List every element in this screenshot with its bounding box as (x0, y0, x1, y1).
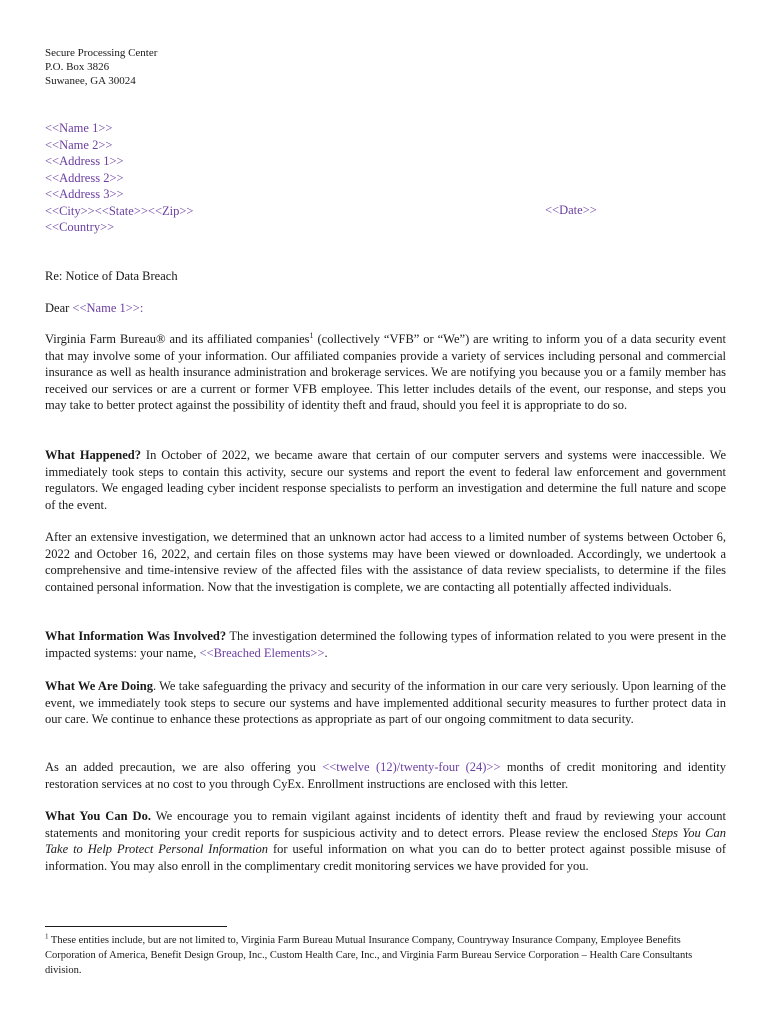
breached-elements-placeholder: <<Breached Elements>> (199, 645, 325, 660)
salutation-name: <<Name 1>>: (72, 301, 144, 315)
what-info-text: The investigation determined the following types of information related to you were present in the impacted systems: your name, (45, 629, 726, 660)
intro-text-2: (collectively “VFB” or “We”) are writing to inform you of a data security event that may involve some of your information. Our affiliated companies provide a variety of services including personal and commercial insurance as well as health insurance administration and brokerage services. We are notifying you because you or a family member has received our services or are a current or former VFB employee. This letter includes details of the event, our response, and steps you may take to better protect against the possibility of identity theft and fraud, should you feel it is appropriate to do so. (45, 332, 726, 413)
recipient-name-1: <<Name 1>> (45, 121, 113, 135)
monitoring-term-placeholder: <<twelve (12)/twenty-four (24)>> (322, 760, 501, 774)
sender-line-3: Suwanee, GA 30024 (45, 75, 136, 87)
what-you-can-do-text-1: We encourage you to remain vigilant against incidents of identity theft and fraud by reviewing your account statements and monitoring your credit reports for suspicious activity and to detect errors. Please review the enclosed (45, 809, 726, 840)
recipient-address-2: <<Address 2>> (45, 170, 124, 185)
recipient-country: <<Country>> (45, 220, 115, 234)
sender-line-1: Secure Processing Center (45, 47, 158, 59)
subject-line: Re: Notice of Data Breach (45, 269, 178, 283)
precaution-text-1: As an added precaution, we are also offering you (45, 760, 323, 774)
footnote-text: These entities include, but are not limited to, Virginia Farm Bureau Mutual Insurance Company, Countryway Insurance Company, Employee Benefits Corporation of America, Benefit Design Group, Inc., Custom Health Care, Inc., and Virginia Farm Bureau Service Corporation – Health Care Consultants division. (45, 935, 693, 976)
precaution-paragraph (45, 759, 726, 792)
intro-paragraph (45, 331, 726, 414)
what-doing-text: . We take safeguarding the privacy and security of the information in our care very seriously. Upon learning of the event, we immediately took steps to secure our systems and have implemented additional security measures to further protect data in our care. We continue to enhance these protections as appropriate as part of our ongoing commitment to data security. (45, 679, 726, 727)
recipient-address-1: <<Address 1>> (45, 154, 124, 168)
what-you-can-do-paragraph (45, 808, 726, 874)
sender-line-2: P.O. Box 3826 (45, 61, 110, 73)
investigation-paragraph (45, 529, 726, 595)
footnote-reference: 1 (309, 330, 314, 340)
what-info-paragraph (45, 628, 726, 661)
steps-document-title: Steps You Can Take to Help Protect Personal Information (45, 825, 726, 857)
salutation (45, 300, 143, 316)
what-you-can-do-heading: What You Can Do. (45, 809, 151, 823)
recipient-name-2: <<Name 2>> (45, 137, 113, 152)
sender-address (45, 46, 157, 88)
footnote (45, 933, 726, 978)
recipient-address (45, 120, 193, 236)
footnote-mark: 1 (45, 932, 49, 941)
intro-text-1: Virginia Farm Bureau® and its affiliated companies (45, 332, 310, 346)
letter-date: <<Date>> (545, 203, 597, 217)
recipient-address-3: <<Address 3>> (45, 187, 124, 201)
what-doing-paragraph (45, 678, 726, 728)
footnote-divider (45, 926, 227, 927)
what-you-can-do-text-2: for useful information on what you can do to better protect against possible misuse of information. You may also enroll in the complimentary credit monitoring services we have provided for you. (45, 842, 727, 873)
what-info-heading: What Information Was Involved? (45, 629, 227, 643)
what-happened-paragraph (45, 447, 726, 513)
investigation-text: After an extensive investigation, we determined that an unknown actor had access to a limited number of systems between October 6, 2022 and October 16, 2022, and certain files on those systems may have been viewed or downloaded. Accordingly, we undertook a comprehensive and time-intensive review of the affected files with the assistance of data review specialists, to determine if the files contained personal information. Now that the investigation is complete, we are contacting all potentially affected individuals. (45, 530, 726, 594)
recipient-city-state-zip: <<City>><<State>><<Zip>> (45, 203, 194, 218)
salutation-prefix: Dear (45, 301, 73, 315)
what-happened-heading: What Happened? (45, 448, 141, 462)
what-happened-text: In October of 2022, we became aware that certain of our computer servers and systems were inaccessible. We immediately took steps to contain this activity, secure our systems and report the event to federal law enforcement and government regulators. We engaged leading cyber incident response specialists to perform an investigation and determine the full nature and scope of the event. (45, 448, 726, 512)
what-info-end: . (324, 645, 328, 660)
what-doing-heading: What We Are Doing (45, 679, 153, 693)
precaution-text-2: months of credit monitoring and identity restoration services at no cost to you through CyEx. Enrollment instructions are enclosed with this letter. (45, 760, 726, 791)
